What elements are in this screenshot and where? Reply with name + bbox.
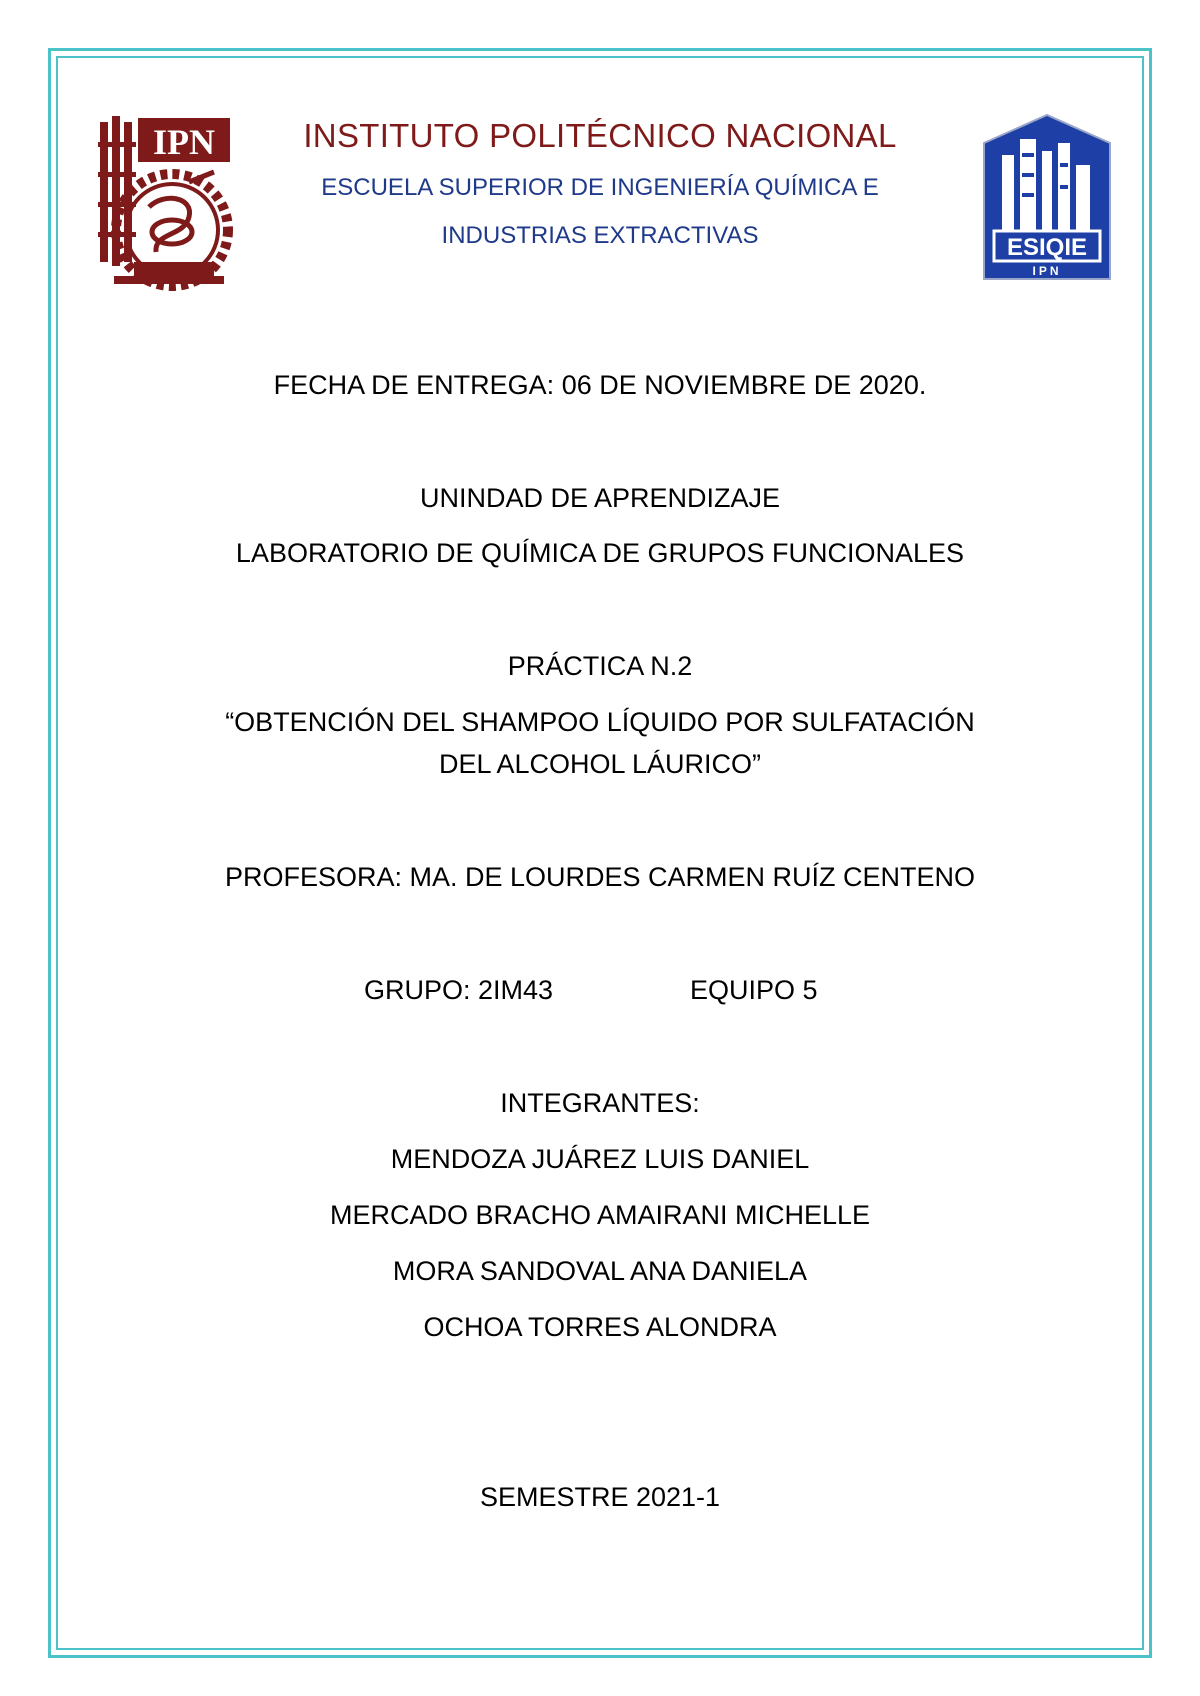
professor: PROFESORA: MA. DE LOURDES CARMEN RUÍZ CENTENO (224, 862, 976, 892)
institute-name: INSTITUTO POLITÉCNICO NACIONAL (303, 117, 897, 154)
member-name: MERCADO BRACHO AMAIRANI MICHELLE (329, 1200, 871, 1230)
header (240, 112, 960, 260)
practice-number: PRÁCTICA N.2 (507, 651, 693, 681)
page-border-inner (56, 56, 1144, 1650)
member-name: MENDOZA JUÁREZ LUIS DANIEL (390, 1144, 810, 1174)
group: GRUPO: 2IM43 (364, 975, 554, 1005)
ipn-logo (94, 112, 234, 292)
unit-label: UNINDAD DE APRENDIZAJE (419, 483, 781, 513)
members-label: INTEGRANTES: (500, 1088, 700, 1118)
semester: SEMESTRE 2021-1 (479, 1482, 721, 1512)
practice-title-line2: DEL ALCOHOL LÁURICO” (438, 749, 762, 779)
ipn-logo-text: IPN (153, 122, 215, 162)
school-name-line1: ESCUELA SUPERIOR DE INGENIERÍA QUÍMICA E (321, 174, 879, 201)
practice-title-line1: “OBTENCIÓN DEL SHAMPOO LÍQUIDO POR SULFATACIÓN (225, 707, 975, 737)
team: EQUIPO 5 (690, 975, 818, 1005)
esiqie-logo-text: ESIQIE (1006, 234, 1088, 261)
esiqie-logo-subtext: IPN (1032, 264, 1062, 278)
member-name: OCHOA TORRES ALONDRA (423, 1312, 777, 1342)
unit-name: LABORATORIO DE QUÍMICA DE GRUPOS FUNCIONALES (235, 538, 965, 568)
member-name: MORA SANDOVAL ANA DANIELA (392, 1256, 808, 1286)
delivery-date: FECHA DE ENTREGA: 06 DE NOVIEMBRE DE 2020. (273, 370, 927, 400)
esiqie-logo (982, 113, 1112, 281)
school-name-line2: INDUSTRIAS EXTRACTIVAS (441, 222, 759, 249)
